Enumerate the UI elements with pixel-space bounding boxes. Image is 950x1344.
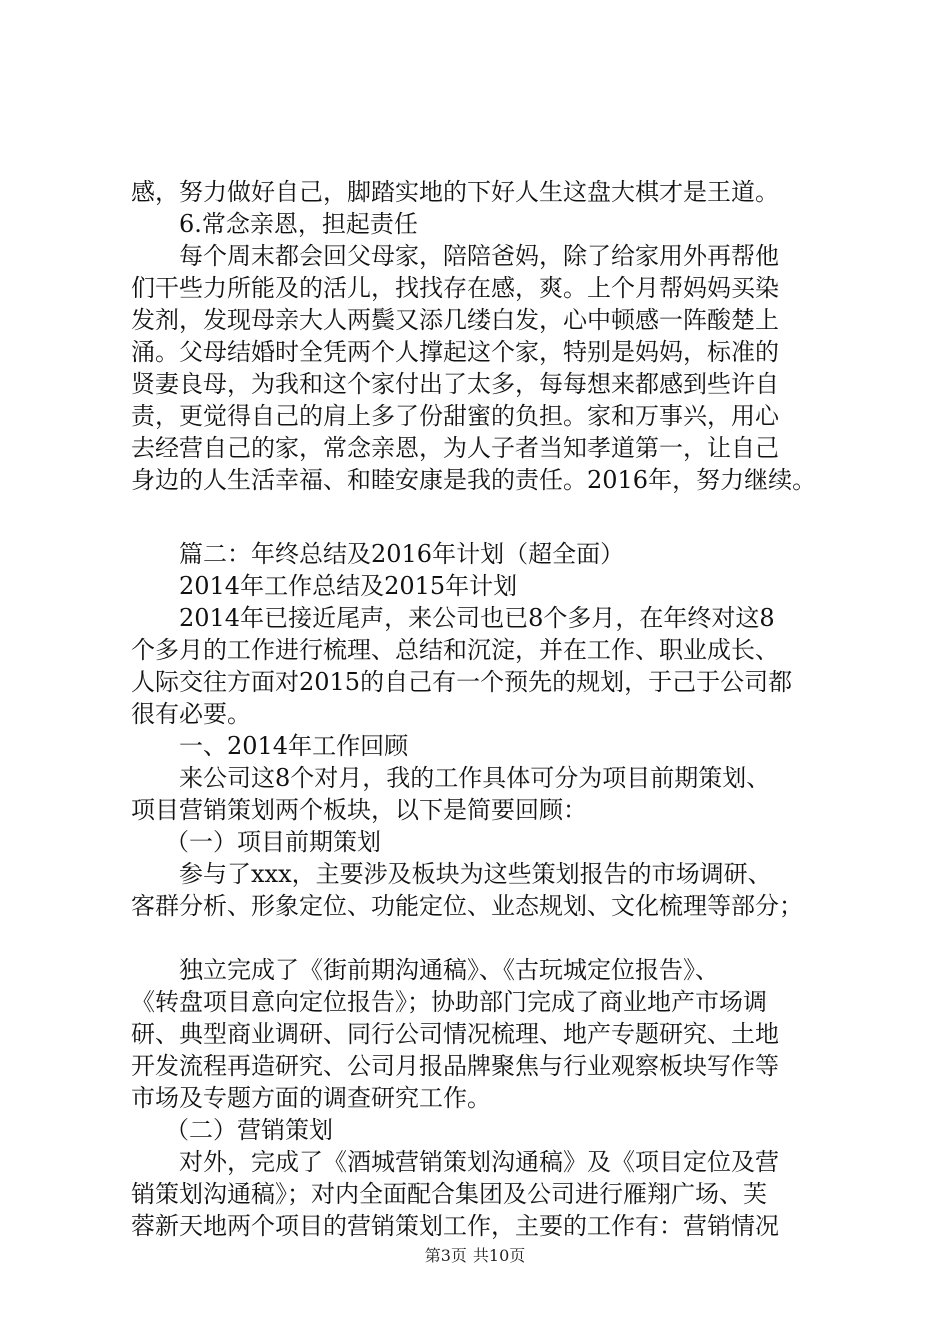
page-number: 第3页 — [424, 1246, 467, 1265]
subsection-heading: （一）项目前期策划 — [165, 828, 381, 856]
text-line: 每个周末都会回父母家，陪陪爸妈，除了给家用外再帮他 — [179, 242, 779, 270]
page-total: 共10页 — [472, 1246, 526, 1265]
text-line: 研、典型商业调研、同行公司情况梳理、地产专题研究、土地 — [131, 1020, 779, 1048]
text-line: 责，更觉得自己的肩上多了份甜蜜的负担。家和万事兴，用心 — [131, 402, 779, 430]
article-subtitle: 2014年工作总结及2015年计划 — [179, 572, 518, 600]
text-line: 客群分析、形象定位、功能定位、业态规划、文化梳理等部分； — [131, 892, 803, 920]
text-line: 参与了xxx，主要涉及板块为这些策划报告的市场调研、 — [179, 860, 772, 888]
text-line: 很有必要。 — [131, 700, 251, 728]
text-line: 人际交往方面对2015的自己有一个预先的规划，于己于公司都 — [131, 668, 793, 696]
text-line: 2014年已接近尾声，来公司也已8个多月，在年终对这8 — [179, 604, 775, 632]
document-body — [131, 176, 851, 1242]
text-line: 们干些力所能及的活儿，找找存在感，爽。上个月帮妈妈买染 — [131, 274, 779, 302]
text-line: 身边的人生活幸福、和睦安康是我的责任。2016年，努力继续。 — [131, 466, 817, 494]
section-heading: 6.常念亲恩，担起责任 — [179, 210, 418, 238]
text-line: 对外，完成了《酒城营销策划沟通稿》及《项目定位及营 — [179, 1148, 779, 1176]
text-line: 去经营自己的家，常念亲恩，为人子者当知孝道第一，让自己 — [131, 434, 779, 462]
subsection-heading: （二）营销策划 — [165, 1116, 333, 1144]
page-footer — [0, 1246, 950, 1266]
paragraph-gap — [131, 922, 851, 954]
text-line: 发剂，发现母亲大人两鬓又添几缕白发，心中顿感一阵酸楚上 — [131, 306, 779, 334]
text-line: 销策划沟通稿》；对内全面配合集团及公司进行雁翔广场、芙 — [131, 1180, 767, 1208]
text-line: 涌。父母结婚时全凭两个人撑起这个家，特别是妈妈，标准的 — [131, 338, 779, 366]
text-line: 来公司这8个对月，我的工作具体可分为项目前期策划、 — [179, 764, 771, 792]
section-heading: 一、2014年工作回顾 — [179, 732, 409, 760]
text-line: 蓉新天地两个项目的营销策划工作，主要的工作有：营销情况 — [131, 1212, 779, 1240]
text-line: 项目营销策划两个板块，以下是简要回顾： — [131, 796, 587, 824]
text-line: 独立完成了《街前期沟通稿》、《古玩城定位报告》、 — [179, 956, 719, 984]
text-line: 贤妻良母，为我和这个家付出了太多，每每想来都感到些许自 — [131, 370, 779, 398]
paragraph-gap — [131, 496, 851, 538]
article-title: 篇二：年终总结及2016年计划（超全面） — [179, 540, 625, 568]
text-line: 《转盘项目意向定位报告》；协助部门完成了商业地产市场调 — [131, 988, 767, 1016]
text-line: 个多月的工作进行梳理、总结和沉淀，并在工作、职业成长、 — [131, 636, 779, 664]
text-line: 市场及专题方面的调查研究工作。 — [131, 1084, 491, 1112]
text-line: 感，努力做好自己，脚踏实地的下好人生这盘大棋才是王道。 — [131, 178, 779, 206]
text-line: 开发流程再造研究、公司月报品牌聚焦与行业观察板块写作等 — [131, 1052, 779, 1080]
